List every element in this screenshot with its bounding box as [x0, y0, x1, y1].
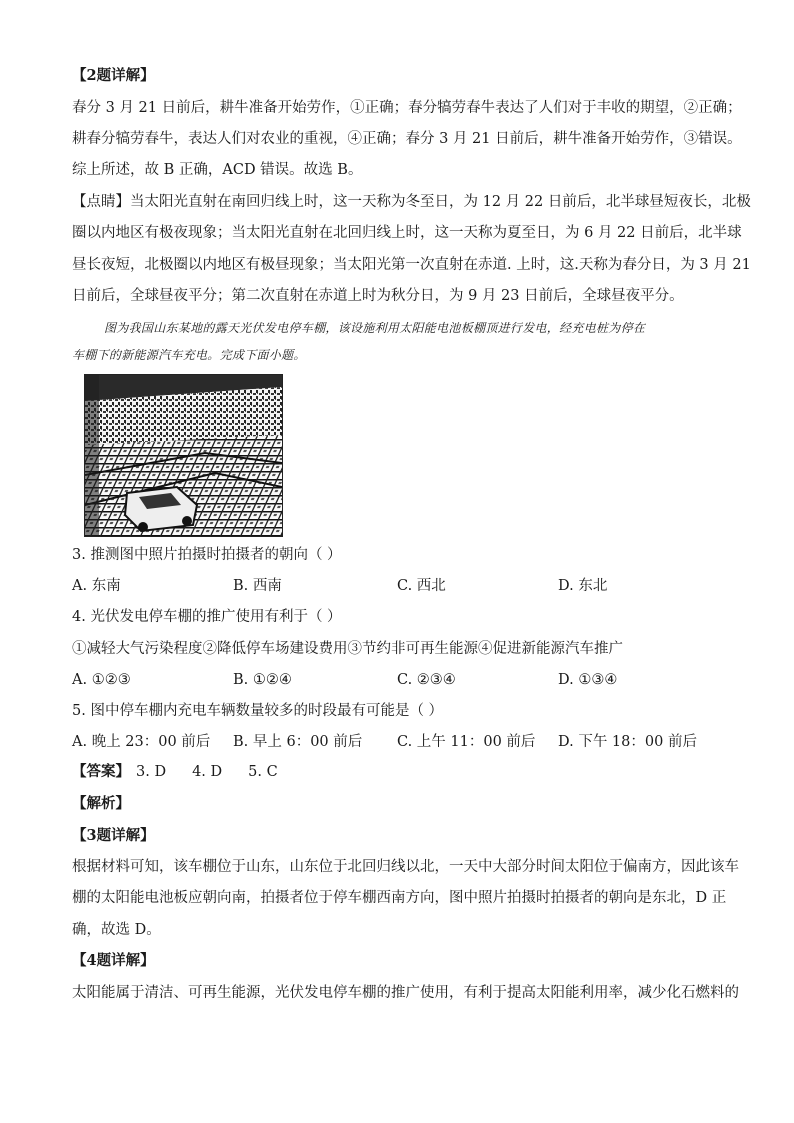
- answer-item: 5. C: [248, 764, 278, 780]
- question-4-stem: 4. 光伏发电停车棚的推广使用有利于（ ）: [72, 609, 342, 625]
- q4-option-b[interactable]: B. ①②④: [233, 672, 292, 688]
- q2-detail-heading: 【2题详解】: [72, 67, 155, 84]
- dianjing-line: 日前后，全球昼夜平分；第二次直射在赤道上时为秋分日，为 9 月 23 日前后，全球昼夜平分。: [72, 288, 684, 304]
- q4-option-c[interactable]: C. ②③④: [397, 672, 456, 688]
- q3-option-c[interactable]: C. 西北: [397, 578, 446, 594]
- dianjing-line: 昼长夜短，北极圈以内地区有极昼现象；当太阳光第一次直射在赤道. 上时，这.天称为春分日，为 3 月 21: [72, 257, 751, 273]
- answer-line: [72, 762, 298, 782]
- answer-item: 4. D: [192, 764, 223, 780]
- q2-detail-line: 耕春分犒劳春牛，表达人们对农业的重视，④正确；春分 3 月 21 日前后，耕牛准备开始劳作，③错误。: [72, 131, 742, 147]
- question-5-stem: 5. 图中停车棚内充电车辆数量较多的时段最有可能是（ ）: [72, 703, 444, 719]
- intro-line: 图为我国山东某地的露天光伏发电停车棚，该设施利用太阳能电池板棚顶进行发电，经充电桩为停在: [104, 321, 646, 335]
- q4-option-d[interactable]: D. ①③④: [558, 672, 618, 688]
- question-3-stem: 3. 推测图中照片拍摄时拍摄者的朝向（ ）: [72, 547, 342, 563]
- q3-detail-line: 根据材料可知，该车棚位于山东，山东位于北回归线以北，一天中大部分时间太阳位于偏南方，因此该车: [72, 859, 739, 875]
- q2-detail-line: 春分 3 月 21 日前后，耕牛准备开始劳作，①正确；春分犒劳春牛表达了人们对于丰收的期望，②正确；: [72, 100, 742, 116]
- q2-detail-line: 综上所述，故 B 正确，ACD 错误。故选 B。: [72, 162, 363, 178]
- q5-option-c[interactable]: C. 上午 11：00 前后: [397, 734, 536, 750]
- q3-option-b[interactable]: B. 西南: [233, 578, 282, 594]
- q3-detail-line: 确，故选 D。: [72, 922, 161, 938]
- dianjing-line: 【点睛】当太阳光直射在南回归线上时，这一天称为冬至日，为 12 月 22 日前后，北半球昼短夜长，北极: [72, 194, 751, 210]
- answer-label: 【答案】: [72, 763, 130, 780]
- q4-option-a[interactable]: A. ①②③: [72, 672, 131, 688]
- analysis-label: 【解析】: [72, 795, 130, 812]
- q3-detail-line: 棚的太阳能电池板应朝向南，拍摄者位于停车棚西南方向，图中照片拍摄时拍摄者的朝向是东北，D 正: [72, 890, 727, 906]
- q5-option-d[interactable]: D. 下午 18：00 前后: [558, 734, 697, 750]
- intro-line: 车棚下的新能源汽车充电。完成下面小题。: [72, 348, 306, 362]
- question-4-statements: ①减轻大气污染程度②降低停车场建设费用③节约非可再生能源④促进新能源汽车推广: [72, 641, 623, 657]
- parking-lot-photo: [84, 374, 283, 537]
- q4-detail-heading: 【4题详解】: [72, 952, 155, 969]
- q3-option-a[interactable]: A. 东南: [72, 578, 121, 594]
- q3-detail-heading: 【3题详解】: [72, 827, 155, 844]
- dianjing-line: 圈以内地区有极夜现象；当太阳光直射在北回归线上时，这一天称为夏至日，为 6 月 22 日前后，北半球: [72, 225, 742, 241]
- q5-option-a[interactable]: A. 晚上 23：00 前后: [72, 734, 211, 750]
- q3-option-d[interactable]: D. 东北: [558, 578, 608, 594]
- q4-detail-line: 太阳能属于清洁、可再生能源，光伏发电停车棚的推广使用，有利于提高太阳能利用率，减少化石燃料的: [72, 985, 739, 1001]
- answer-item: 3. D: [136, 764, 167, 780]
- q5-option-b[interactable]: B. 早上 6：00 前后: [233, 734, 363, 750]
